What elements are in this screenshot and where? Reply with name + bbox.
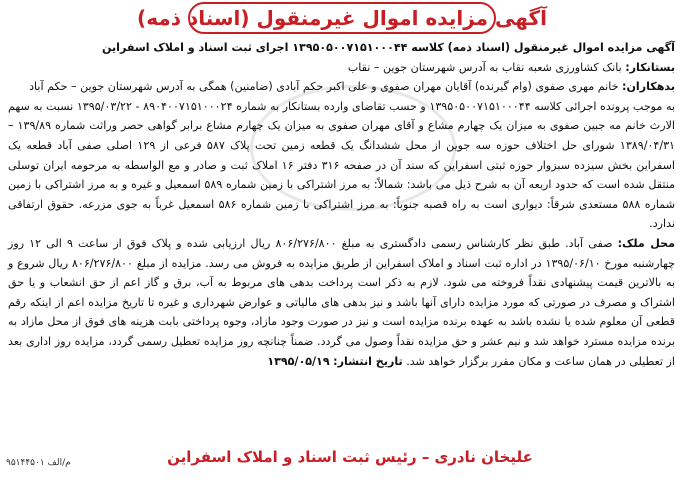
location-label: محل ملک: [617,236,675,250]
publish-date: ۱۳۹۵/۰۵/۱۹ [267,354,330,368]
debtors-text: خانم مهری صفوی (وام گیرنده) آقایان مهران صفوی و علی اکبر حکم آبادی (ضامنین) همگی به آدرس شهرستان جوین – حکم آباد [29,80,619,94]
notice-title: آگهی مزایده اموال غیرمنقول (اسناد ذمه) [137,6,547,30]
creditor-line [8,58,675,78]
debtors-line [8,77,675,97]
location-text: صفی آباد. طبق نظر کارشناس رسمی دادگستری به مبلغ ۸۰۶/۲۷۶/۸۰۰ ریال ارزیابی شده و پلاک فوق از ساعت ۹ الی ۱۲ روز چهارشنبه مورخ ۱۳۹۵/۰۶/۱۰ در اداره ثبت اسناد و املاک اسفراین از طریق مزایده به فروش می رسد. مزایده از مبلغ ۸۰۶/۲۷۶/۸۰۰ ریال شروع و به بالاترین قیمت پیشنهادی نقداً فروخته می شود. لازم به ذکر است پرداخت بدهی های مربوط به آب، برق و گاز اعم از حق انشعاب و یا حق اشتراک و مصرف در صورتی که مورد مزایده دارای آنها باشد و نیز بدهی های مالیاتی و عوارض شهرداری و غیره تا تاریخ مزایده اعم از اینکه رقم قطعی آن معلوم شده یا نشده باشد به عهده برنده مزایده است و نیز در صورت وجود مازاد، وجوه پرداختی بابت هزینه های فوق از محل مازاد به برنده مزایده مسترد خواهد شد و نیم عشر و حق مزایده نقداً وصول می گردد. ضمناً چنانچه روز مزایده تعطیل رسمی گردد، مزایده روز اداری بعد از تعطیلی در همان ساعت و مکان مقرر برگزار خواهد شد. [8,236,676,368]
signature-line: علیخان نادری – رئیس ثبت اسناد و املاک اسفراین [167,448,533,466]
notice-body [8,38,675,371]
title-banner [137,2,547,34]
notice-subtitle: آگهی مزایده اموال غیرمنقول (اسناد ذمه) کلاسه ۱۳۹۵۰۵۰۰۷۱۵۱۰۰۰۴۴ اجرای ثبت اسناد و املاک اسفراین [102,41,675,54]
creditor-text: بانک کشاورزی شعبه نقاب به آدرس شهرستان جوین – نقاب [347,60,622,74]
body-paragraph: به موجب پرونده اجرائی کلاسه ۱۳۹۵۰۵۰۰۷۱۵۱۰۰۰۴۴ و حسب تقاضای وارده بستانکار به شماره ۸۹۰۴۰۰۷۱۵۱۰۰۰۲۴ - ۱۳۹۵/۰۳/۲۲ نسبت به سهم الارث خانم مه جبین صفوی به میزان یک چهارم مشاع و آقای مهران صفوی به میزان یک چهارم مشاع برابر گواهی حصر وراثت شماره ۱۳۹/۸۹ – ۱۳۸۹/۰۴/۳۱ شورای حل اختلاف حوزه سه جوین از محل ششدانگ یک قطعه زمین تحت پلاک ۵۸۷ فرعی از ۱۲۹ اصلی صفی آباد قطعه یک اسفراین بخش سیزده سبزوار حوزه ثبتی اسفراین که سند آن در صفحه ۳۱۶ دفتر ۱۶ املاک ثبت و صادر و مع الواسطه به مرحومه ایران توسلی منتقل شده است که حدود اربعه آن به شرح ذیل می باشد: شمالاً: به مرز اشتراکی با زمین شماره ۵۸۹ اسمعیل و غیره و به مرز اشتراکی با زمین شماره ۵۸۸ مستعدی شرقاً: دیواری است به راه قصبه جنوباً: به مرز اشتراکی با زمین شماره ۵۸۶ اسمعیل غرباً به جوی مزرعه. حقوق ارتفاقی ندارد. [8,99,676,231]
debtors-label: بدهکاران: [622,80,675,94]
location-paragraph [8,234,675,371]
creditor-label: بستانکار: [625,60,675,74]
publish-label: تاریخ انتشار: [333,354,403,368]
reference-code: م/الف ۹۵۱۴۴۵۰۱ [6,458,71,468]
